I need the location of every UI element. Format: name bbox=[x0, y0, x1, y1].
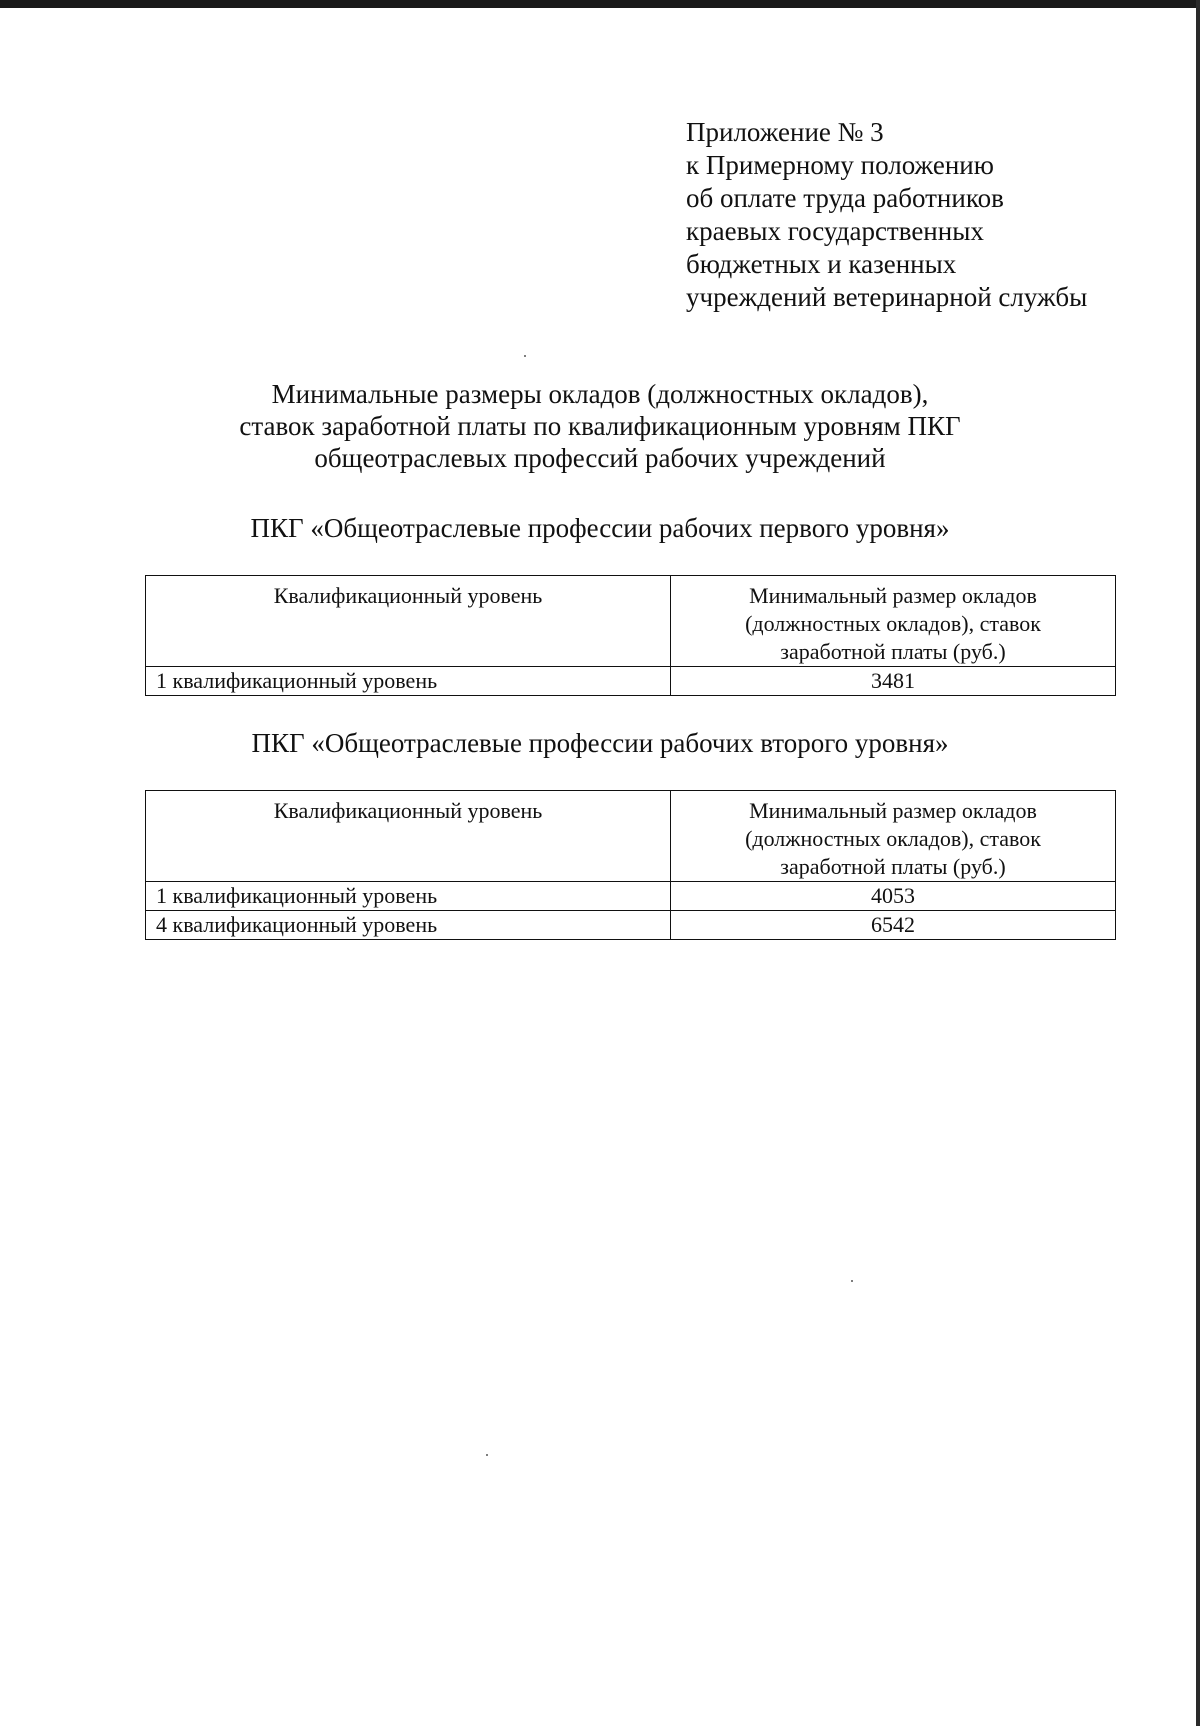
table-row bbox=[146, 667, 1116, 696]
column-header-level: Квалификационный уровень bbox=[146, 576, 671, 667]
cell-level: 1 квалификационный уровень bbox=[146, 882, 671, 911]
scan-speck bbox=[851, 1280, 853, 1282]
group-heading-second-level: ПКГ «Общеотраслевые профессии рабочих второго уровня» bbox=[251, 728, 949, 758]
title-line: Минимальные размеры окладов (должностных окладов), bbox=[271, 379, 929, 409]
column-header-line: заработной платы (руб.) bbox=[780, 854, 1006, 879]
scan-speck bbox=[486, 1454, 488, 1456]
column-header-salary bbox=[671, 791, 1116, 882]
scan-edge-right bbox=[1196, 0, 1200, 1726]
appendix-line: Приложение № 3 bbox=[686, 117, 884, 147]
cell-salary: 6542 bbox=[671, 911, 1116, 940]
table-row bbox=[146, 911, 1116, 940]
cell-salary: 3481 bbox=[671, 667, 1116, 696]
cell-salary: 4053 bbox=[671, 882, 1116, 911]
table-header-row bbox=[146, 576, 1116, 667]
table-row bbox=[146, 882, 1116, 911]
appendix-line: к Примерному положению bbox=[686, 150, 994, 180]
appendix-line: учреждений ветеринарной службы bbox=[686, 282, 1088, 312]
title-line: ставок заработной платы по квалификационным уровням ПКГ bbox=[239, 411, 961, 441]
cell-level: 1 квалификационный уровень bbox=[146, 667, 671, 696]
column-header-line: (должностных окладов), ставок bbox=[745, 826, 1041, 851]
column-header-line: (должностных окладов), ставок bbox=[745, 611, 1041, 636]
appendix-note bbox=[686, 116, 1087, 314]
column-header-line: Минимальный размер окладов bbox=[749, 583, 1037, 608]
title-line: общеотраслевых профессий рабочих учреждений bbox=[314, 443, 886, 473]
scan-speck bbox=[524, 355, 526, 357]
appendix-line: об оплате труда работников bbox=[686, 183, 1004, 213]
appendix-line: бюджетных и казенных bbox=[686, 249, 957, 279]
column-header-level: Квалификационный уровень bbox=[146, 791, 671, 882]
appendix-line: краевых государственных bbox=[686, 216, 984, 246]
salary-table-first-level bbox=[145, 575, 1116, 696]
table-header-row bbox=[146, 791, 1116, 882]
scan-edge-top bbox=[0, 0, 1200, 8]
group-heading-first-level: ПКГ «Общеотраслевые профессии рабочих первого уровня» bbox=[250, 513, 950, 543]
cell-level: 4 квалификационный уровень bbox=[146, 911, 671, 940]
column-header-salary bbox=[671, 576, 1116, 667]
salary-table-second-level bbox=[145, 790, 1116, 940]
column-header-line: заработной платы (руб.) bbox=[780, 639, 1006, 664]
column-header-line: Минимальный размер окладов bbox=[749, 798, 1037, 823]
document-title bbox=[150, 378, 1050, 474]
